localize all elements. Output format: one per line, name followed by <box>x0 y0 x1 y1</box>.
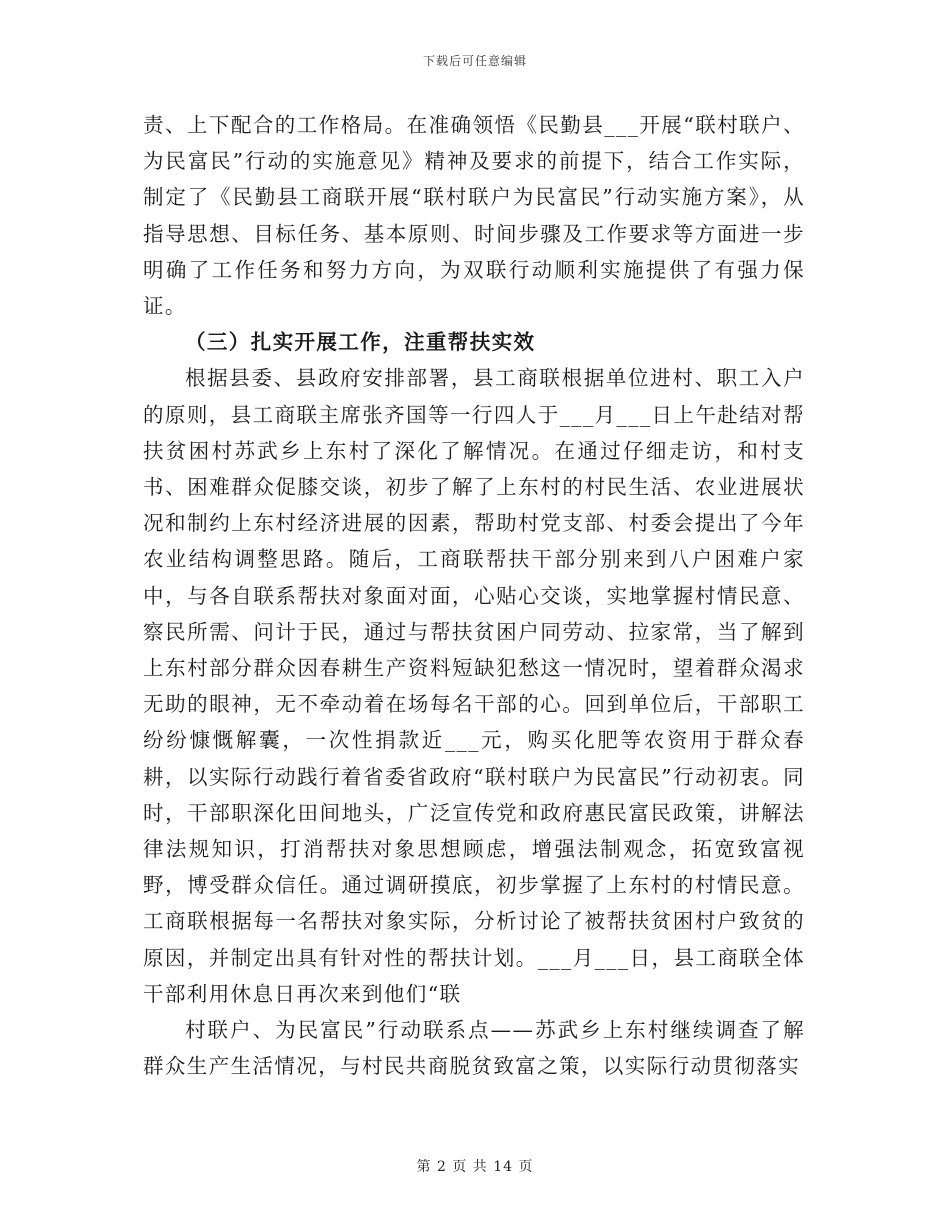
paragraph-continuation: 责、上下配合的工作格局。在准确领悟《民勤县___开展“联村联户、为民富民”行动的实施意见》精神及要求的前提下，结合工作实际，制定了《民勤县工商联开展“联村联户为民富民”行动实施方案》，从指导思想、目标任务、基本原则、时间步骤及工作要求等方面进一步明确了工作任务和努力方向，为双联行动顺利实施提供了有强力保证。 <box>143 113 805 319</box>
document-body <box>143 107 805 1084</box>
paragraph-main: 根据县委、县政府安排部署，县工商联根据单位进村、职工入户的原则，县工商联主席张齐国等一行四人于___月___日上午赴结对帮扶贫困村苏武乡上东村了深化了解情况。在通过仔细走访，和村支书、困难群众促膝交谈，初步了解了上东村的村民生活、农业进展状况和制约上东村经济进展的因素，帮助村党支部、村委会提出了今年农业结构调整思路。随后，工商联帮扶干部分别来到八户困难户家中，与各自联系帮扶对象面对面，心贴心交谈，实地掌握村情民意、察民所需、问计于民，通过与帮扶贫困户同劳动、拉家常，当了解到上东村部分群众因春耕生产资料短缺犯愁这一情况时，望着群众渴求无助的眼神，无不牵动着在场每名干部的心。回到单位后，干部职工纷纷慷慨解囊，一次性捐款近___元，购买化肥等农资用于群众春耕，以实际行动践行着省委省政府“联村联户为民富民”行动初衷。同时，干部职深化田间地头，广泛宣传党和政府惠民富民政策，讲解法律法规知识，打消帮扶对象思想顾虑，增强法制观念，拓宽致富视野，博受群众信任。通过调研摸底，初步掌握了上东村的村情民意。工商联根据每一名帮扶对象实际，分析讨论了被帮扶贫困村户致贫的原因，并制定出具有针对性的帮扶计划。___月___日，县工商联全体干部利用休息日再次来到他们“联 <box>143 366 805 1006</box>
page-header-note: 下载后可任意编辑 <box>422 54 527 68</box>
paragraph-tail: 村联户、为民富民”行动联系点——苏武乡上东村继续调查了解群众生产生活情况，与村民共商脱贫致富之策，以实际行动贯彻落实 <box>143 1018 805 1079</box>
page-footer-number: 第 2 页 共 14 页 <box>416 1159 534 1175</box>
section-heading: （三）扎实开展工作，注重帮扶实效 <box>185 330 536 355</box>
